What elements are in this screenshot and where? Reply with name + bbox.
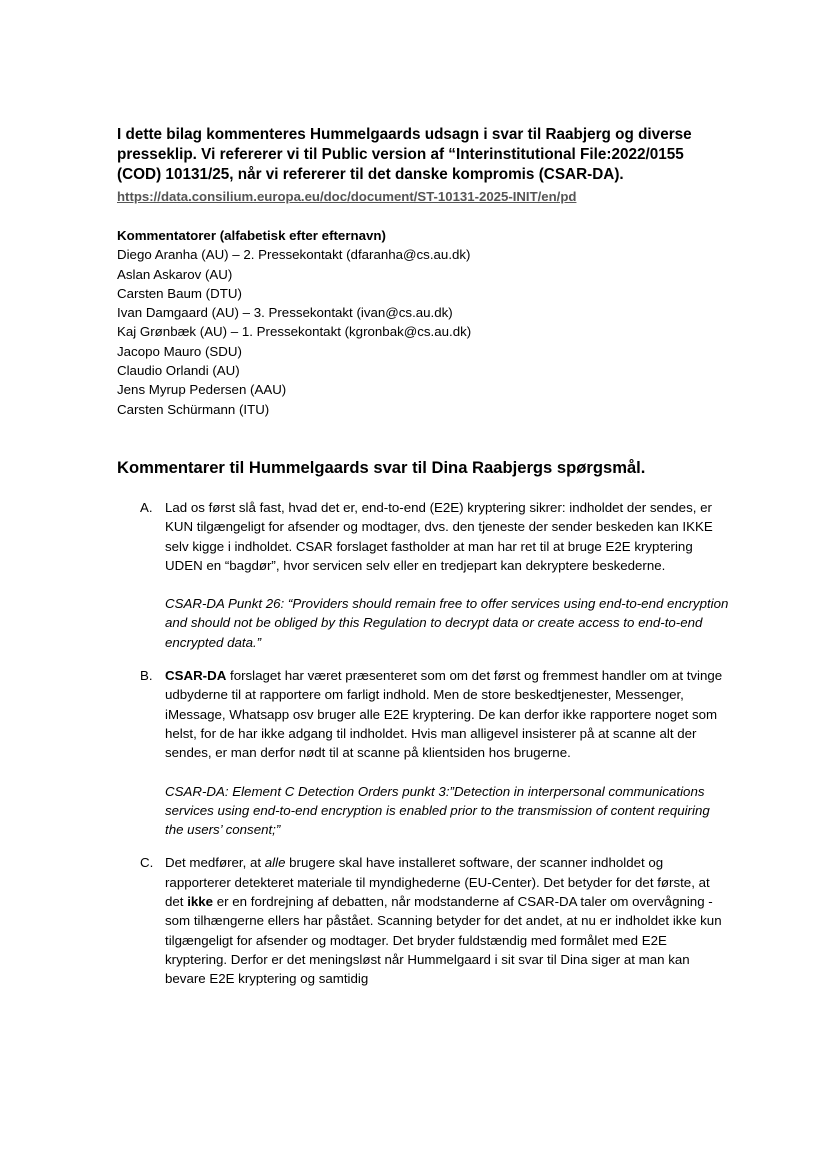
comment-item-a (140, 498, 730, 652)
commentator-line: Diego Aranha (AU) – 2. Pressekontakt (dfaranha@cs.au.dk) (117, 247, 471, 263)
commentator-line: Jens Myrup Pedersen (AAU) (117, 382, 287, 398)
italic-term: alle (264, 855, 286, 871)
item-letter: B. (140, 668, 153, 684)
item-quote: CSAR-DA Punkt 26: “Providers should remain free to offer services using end-to-end encryption and should not be obliged by this Regulation to decrypt data or create access to end-to-end encrypted data.” (165, 596, 729, 650)
comments-list (140, 498, 730, 1003)
text-part: brugere skal have installeret software, der scanner indholdet og rapporterer detekteret materiale til myndighederne (EU-Center). Det betyder for det første, at det (165, 855, 710, 910)
commentator-line: Kaj Grønbæk (AU) – 1. Pressekontakt (kgronbak@cs.au.dk) (117, 324, 472, 340)
intro-paragraph: I dette bilag kommenteres Hummelgaards udsagn i svar til Raabjerg og diverse presseklip. Vi refererer vi til Public version af “Interinstitutional File:2022/0155 (COD) 10131/25, når vi refererer til det danske kompromis (CSAR-DA). (117, 126, 692, 183)
commentator-line: Claudio Orlandi (AU) (117, 363, 240, 379)
bold-term: CSAR-DA (165, 668, 227, 684)
item-letter: A. (140, 500, 153, 515)
item-text (165, 853, 730, 988)
commentator-line: Carsten Schürmann (ITU) (117, 401, 270, 417)
text-part: er en fordrejning af debatten, når modstanderne af CSAR-DA taler om overvågning - som tilhængerne ellers har påstået. Scanning betyder for det andet, at nu er indholdet ikke kun tilgængeligt for afsender og modtager. Det bryder fuldstændig med formålet med E2E kryptering. Derfor er det meningsløst når Hummelgaard i sit svar til Dina siger at man kan bevare E2E kryptering og samtidig (165, 894, 722, 987)
text-part: Det medfører, at (165, 855, 265, 871)
item-text: Lad os først slå fast, hvad det er, end-to-end (E2E) kryptering sikrer: indholdet der sendes, er KUN tilgængeligt for afsender og modtager, dvs. den tjeneste der sender beskeden kan IKKE selv kigge i indholdet. CSAR forslaget fastholder at man har ret til at bruge E2E kryptering UDEN en “bagdør”, hvor servicen selv eller en tredjepart kan dekryptere beskederne. (165, 500, 713, 573)
commentators-block (117, 226, 717, 419)
commentator-line: Ivan Damgaard (AU) – 3. Pressekontakt (ivan@cs.au.dk) (117, 305, 453, 321)
commentator-line: Carsten Baum (DTU) (117, 285, 242, 301)
item-text-body: forslaget har været præsenteret som om det først og fremmest handler om at tvinge udbyderne til at rapportere om farligt indhold. Men de store beskedtjenester, Messenger, iMessage, Whatsapp osv bruger alle E2E kryptering. De kan derfor ikke rapportere noget som helst, for de har ikke adgang til indholdet. Hvis man alligevel insisterer på at scanne alt der sendes, er man derfor nødt til at scanne på klientsiden hos brugerne. (165, 668, 723, 761)
item-text (165, 666, 730, 762)
item-letter: C. (140, 855, 154, 871)
comment-item-b (140, 666, 730, 839)
section-title: Kommentarer til Hummelgaards svar til Dina Raabjergs spørgsmål. (117, 458, 646, 477)
commentator-line: Aslan Askarov (AU) (117, 266, 233, 282)
commentator-line: Jacopo Mauro (SDU) (117, 343, 242, 359)
consilium-document-link[interactable]: https://data.consilium.europa.eu/doc/document/ST-10131-2025-INIT/en/pd (117, 189, 577, 204)
bold-term: ikke (187, 894, 214, 910)
comment-item-c (140, 853, 730, 988)
commentators-heading: Kommentatorer (alfabetisk efter efternavn) (117, 228, 386, 243)
item-quote: CSAR-DA: Element C Detection Orders punkt 3:”Detection in interpersonal communications services using end-to-end encryption is enabled prior to the transmission of content requiring the users’ consent;” (165, 783, 710, 838)
